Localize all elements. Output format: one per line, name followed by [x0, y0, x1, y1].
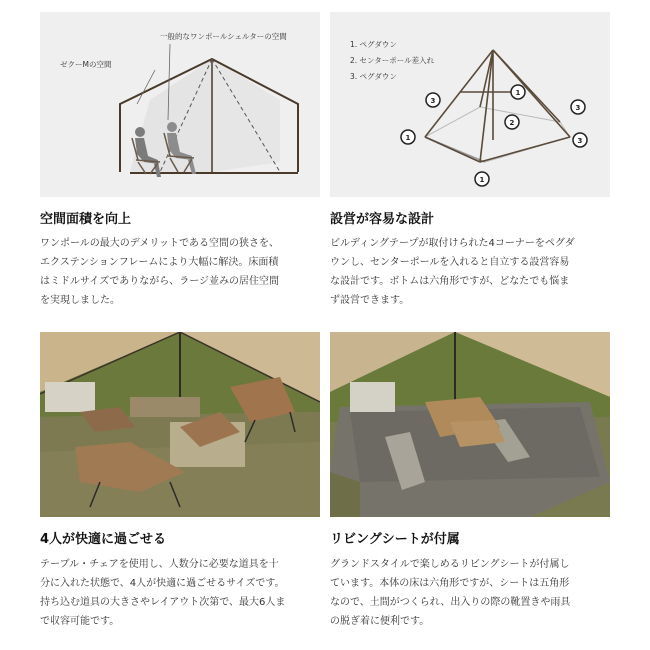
- text-line: ビルディングテープが取付けられた4コーナーをペグダ: [330, 238, 575, 249]
- text-line: グランドスタイルで楽しめるリビングシートが付属し: [330, 559, 570, 570]
- text-line: の脱ぎ着に便利です。: [330, 616, 430, 627]
- svg-text:1: 1: [479, 176, 485, 184]
- text-line: ウンし、センターポールを入れると自立する設営容易: [330, 257, 570, 268]
- step-3-text: 3. ペグダウン: [350, 72, 397, 81]
- text-line: で収容可能です。: [40, 616, 120, 627]
- text-line: 持ち込む道具の大きさやレイアウト次第で、最大6人ま: [40, 597, 286, 608]
- marker-1-left: [401, 130, 415, 144]
- marker-1-topright: [511, 85, 525, 99]
- text-line: ず設営できます。: [330, 295, 410, 306]
- floor-outline: [425, 107, 570, 162]
- interior-photo-chairs: [40, 332, 320, 517]
- general-space-label: 一般的なワンポールシェルターの空間: [160, 32, 287, 41]
- svg-text:3: 3: [577, 137, 583, 145]
- section-4-text: [330, 555, 615, 631]
- tent-space-diagram: [40, 12, 320, 197]
- marker-2-center: [505, 115, 519, 129]
- text-line: テーブル・チェアを使用し、人数分に必要な道具を十: [40, 559, 279, 570]
- marker-3-right-bottom: [573, 133, 587, 147]
- section-2-text: [330, 234, 615, 310]
- setup-svg: [330, 12, 610, 197]
- text-line: はミドルサイズでありながら、ラージ並みの居住空間: [40, 276, 279, 287]
- svg-text:1: 1: [515, 89, 521, 97]
- text-line: なので、土間がつくられ、出入りの際の靴置きや雨具: [330, 597, 571, 608]
- tent-frame: [425, 50, 570, 162]
- tent-space-svg: [40, 12, 320, 197]
- section-1-text: [40, 234, 325, 310]
- text-line: エクステンションフレームにより大幅に解決。床面積: [40, 257, 279, 268]
- section-3-text: [40, 555, 325, 631]
- section-2-heading: 設営が容易な設計: [330, 212, 435, 227]
- text-line: を実現しました。: [40, 295, 120, 306]
- marker-1-bottom: [475, 172, 489, 186]
- svg-text:3: 3: [575, 104, 581, 112]
- step-2-text: 2. センターポール差入れ: [350, 56, 435, 65]
- svg-text:3: 3: [430, 97, 436, 105]
- zeku-space-label: ゼクーMの空間: [60, 60, 112, 69]
- living-sheet-photo: [330, 332, 610, 517]
- step-1-text: 1. ペグダウン: [350, 40, 397, 49]
- text-line: ています。本体の床は六角形ですが、シートは五角形: [330, 578, 570, 589]
- svg-text:1: 1: [405, 134, 411, 142]
- text-line: ワンポールの最大のデメリットである空間の狭さを、: [40, 238, 279, 249]
- living-sheet-photo-svg: [330, 332, 610, 517]
- interior-photo-svg: [40, 332, 320, 517]
- marker-3-right-top: [571, 100, 585, 114]
- svg-text:2: 2: [509, 119, 515, 127]
- text-line: な設計です。ボトムは六角形ですが、どなたでも悩ま: [330, 276, 570, 287]
- section-4-heading: リビングシートが付属: [330, 532, 460, 547]
- section-3-heading: 4人が快適に過ごせる: [40, 532, 167, 547]
- setup-diagram: [330, 12, 610, 197]
- marker-3-left: [426, 93, 440, 107]
- text-line: 分に入れた状態で、4人が快適に過ごせるサイズです。: [40, 578, 285, 589]
- section-1-heading: 空間面積を向上: [40, 212, 132, 227]
